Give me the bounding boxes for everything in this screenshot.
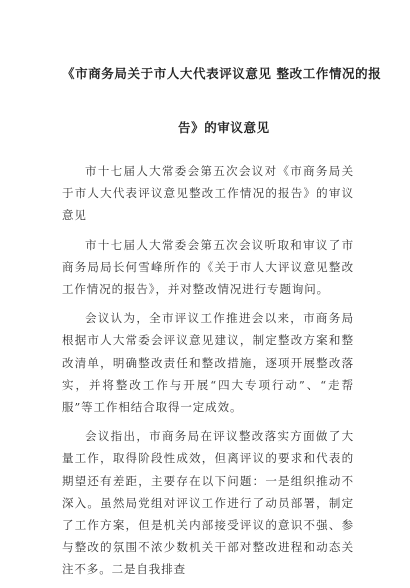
paragraph-3: 会议认为，全市评议工作推进会以来，市商务局根据市人大常委会评议意见建议，制定整改方案和整改清单，明确整改责任和整改措施，逐项开展整改落实，并将整改工作与开展“四大专项行动”、“走帮服”等工作相结合取得一定成效。	[62, 311, 354, 415]
document-body	[62, 160, 354, 588]
document-title-line-2: 告》的审议意见	[178, 120, 270, 135]
paragraph-2: 市十七届人大常委会第五次会议听取和审议了市商务局局长何雪峰所作的《关于市人大评议意见整改工作情况的报告》，并对整改情况进行专题询问。	[62, 237, 354, 297]
paragraph-4: 会议指出，市商务局在评议整改落实方面做了大量工作，取得阶段性成效，但离评议的要求和代表的期望还有差距，主要存在以下问题：一是组织推动不深入。虽然局党组对评议工作进行了动员部署，制定了工作方案，但是机关内部接受评议的意识不强、参与整改的氛围不浓少数机关干部对整改进程和动态关注不多。二是自我排查	[62, 429, 354, 577]
paragraph-1: 市十七届人大常委会第五次会议对《市商务局关于市人大代表评议意见整改工作情况的报告》的审议意见	[62, 164, 354, 223]
document-title-line-1: 《市商务局关于市人大代表评议意见 整改工作情况的报	[62, 66, 382, 81]
